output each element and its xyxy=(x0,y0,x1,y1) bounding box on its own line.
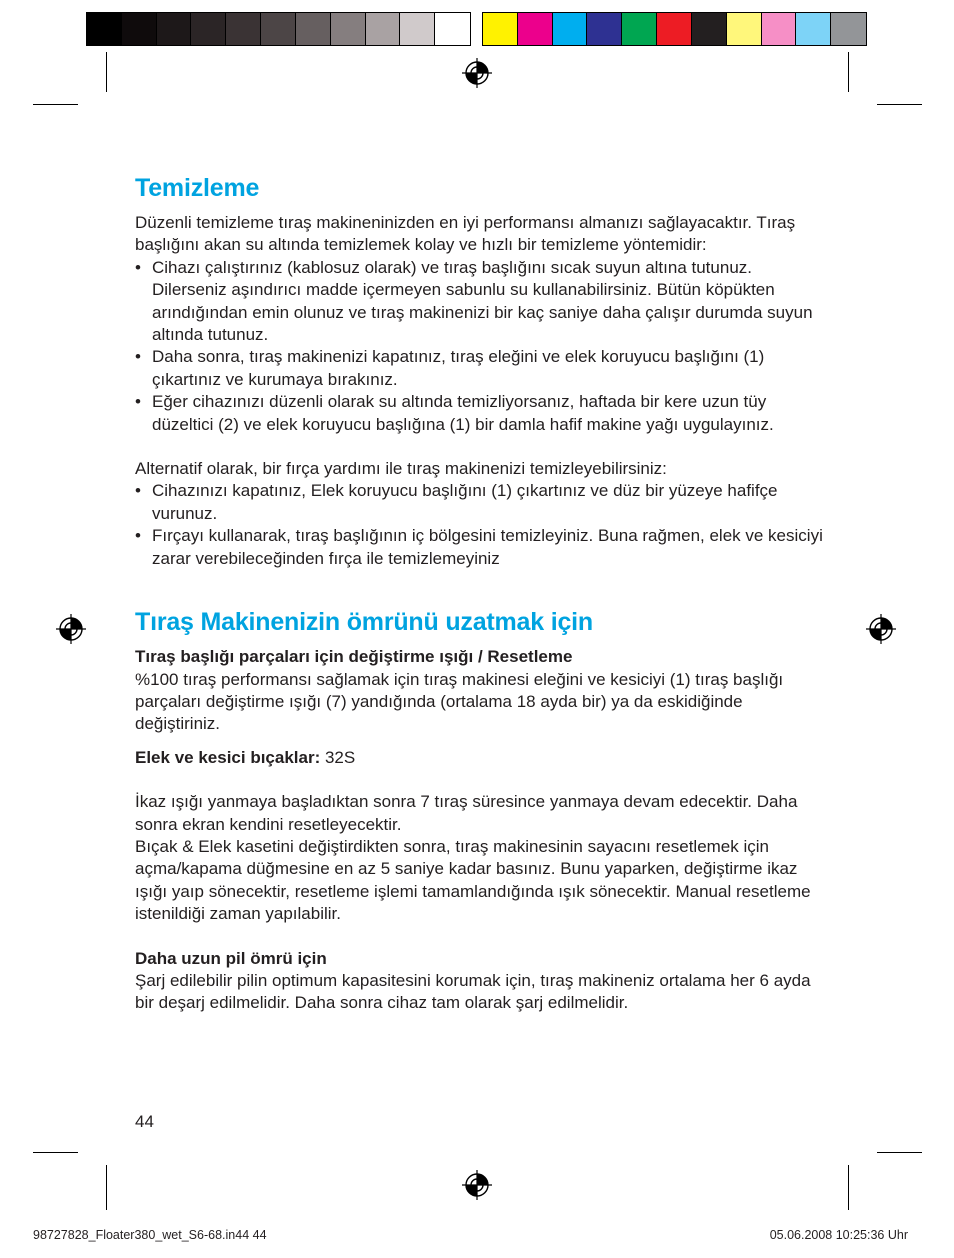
reset-instructions-text: Bıçak & Elek kasetini değiştirdikten sonra, tıraş makinesinin sayacını resetlemek için açma/kapama düğmesine en az 5 saniye kadar basınız. Bunu yaparken, değiştirme ikaz ışığı yaıp sönecektir, resetleme işlemi tamamlandığında ışık sönecektir. Manual resetleme istenildiği zaman yapılabilir. xyxy=(135,836,811,924)
color-swatch xyxy=(435,13,470,45)
color-swatch xyxy=(657,13,692,45)
spacer xyxy=(135,926,825,948)
color-swatch xyxy=(796,13,831,45)
page-content xyxy=(135,172,825,1015)
spacer xyxy=(135,769,825,791)
list-item: • Fırçayı kullanarak, tıraş başlığının iç bölgesini temizleyiniz. Buna rağmen, elek ve kesiciyi zarar verebileceğinden fırça ile temizlemeyiniz xyxy=(135,525,825,570)
color-swatch xyxy=(122,13,157,45)
list-item: • Cihazı çalıştırınız (kablosuz olarak) ve tıraş başlığını sıcak suyun altına tutunuz. Dilerseniz aşındırıcı madde içermeyen sabunlu su kullanabilirsiniz. Bütün köpükten arındığından emin olunuz ve tıraş makinenizi bir kaç saniye daha çalışır durumda suyun altında tutunuz. xyxy=(135,257,825,347)
color-swatch xyxy=(553,13,588,45)
list-item: • Cihazınızı kapatınız, Elek koruyucu başlığını (1) çıkartınız ve düz bir yüzeye hafifçe vurunuz. xyxy=(135,480,825,525)
brush-bullet-list xyxy=(135,480,825,570)
crop-mark xyxy=(877,104,922,105)
registration-mark-icon xyxy=(462,1170,492,1200)
section-title-cleaning: Temizleme xyxy=(135,174,260,202)
section-title-lifespan: Tıraş Makinenizin ömrünü uzatmak için xyxy=(135,608,593,637)
color-swatch xyxy=(831,13,866,45)
replacement-light-text: %100 tıraş performansı sağlamak için tıraş makinesi eleğini ve kesiciyi (1) tıraş başlığı parçaları değiştirme ışığı (7) yandığında (ortalama 18 ayda bir) ya da eskidiğinde değiştiriniz. xyxy=(135,669,784,734)
crop-mark xyxy=(848,1165,849,1210)
page-number: 44 xyxy=(135,1112,154,1131)
gray-color-bar xyxy=(86,12,471,46)
color-swatch xyxy=(87,13,122,45)
registration-mark-icon xyxy=(56,614,86,644)
color-swatch xyxy=(622,13,657,45)
crop-mark xyxy=(877,1152,922,1153)
spacer xyxy=(135,436,825,458)
crop-mark xyxy=(106,1165,107,1210)
crop-mark xyxy=(848,52,849,92)
print-slug-date: 05.06.2008 10:25:36 Uhr xyxy=(769,1228,908,1242)
spacer xyxy=(135,736,825,747)
replacement-parts-label: Elek ve kesici bıçaklar: xyxy=(135,747,321,767)
battery-life-text: Şarj edilebilir pilin optimum kapasitesini korumak için, tıraş makineniz ortalama her 6 ayda bir deşarj edilmelidir. Daha sonra cihaz tam olarak şarj edilmelidir. xyxy=(135,970,811,1013)
color-swatch xyxy=(587,13,622,45)
battery-life-heading: Daha uzun pil ömrü için xyxy=(135,948,327,968)
color-swatch xyxy=(366,13,401,45)
cleaning-intro: Düzenli temizleme tıraş makineninizden en iyi performansı almanızı sağlayacaktır. Tıraş başlığını akan su altında temizlemek kolay ve hızlı bir temizleme yöntemidir: xyxy=(135,213,796,255)
color-swatch xyxy=(400,13,435,45)
replacement-parts-value: 32S xyxy=(320,747,356,767)
color-swatch xyxy=(692,13,727,45)
color-swatch xyxy=(157,13,192,45)
list-item: • Eğer cihazınızı düzenli olarak su altında temizliyorsanız, haftada bir kere uzun tüy düzeltici (2) ve elek koruyucu başlığına (1) bir damla hafif makine yağı uygulayınız. xyxy=(135,391,825,436)
list-item: • Daha sonra, tıraş makinenizi kapatınız, tıraş eleğini ve elek koruyucu başlığını (1) çıkartınız ve kurumaya bırakınız. xyxy=(135,346,825,391)
crop-mark xyxy=(33,1152,78,1153)
process-color-bar xyxy=(482,12,867,46)
brush-cleaning-intro: Alternatif olarak, bir fırça yardımı ile tıraş makinenizi temizleyebilirsiniz: xyxy=(135,459,667,479)
registration-mark-icon xyxy=(866,614,896,644)
color-swatch xyxy=(762,13,797,45)
color-swatch xyxy=(261,13,296,45)
color-swatch xyxy=(226,13,261,45)
color-swatch xyxy=(191,13,226,45)
replacement-parts-line xyxy=(135,747,825,769)
color-swatch xyxy=(331,13,366,45)
cleaning-bullet-list xyxy=(135,257,825,436)
warning-light-text: İkaz ışığı yanmaya başladıktan sonra 7 tıraş süresince yanmaya devam edecektir. Daha sonra ekran kendini resetleyecektir. xyxy=(135,792,798,834)
color-swatch xyxy=(296,13,331,45)
crop-mark xyxy=(106,52,107,92)
color-swatch xyxy=(483,13,518,45)
replacement-light-heading: Tıraş başlığı parçaları için değiştirme ışığı / Resetleme xyxy=(135,647,573,667)
registration-mark-icon xyxy=(462,58,492,88)
crop-mark xyxy=(33,104,78,105)
color-swatch xyxy=(727,13,762,45)
print-slug-file: 98727828_Floater380_wet_S6-68.in44 44 xyxy=(33,1228,267,1242)
color-swatch xyxy=(518,13,553,45)
spacer xyxy=(135,570,825,606)
